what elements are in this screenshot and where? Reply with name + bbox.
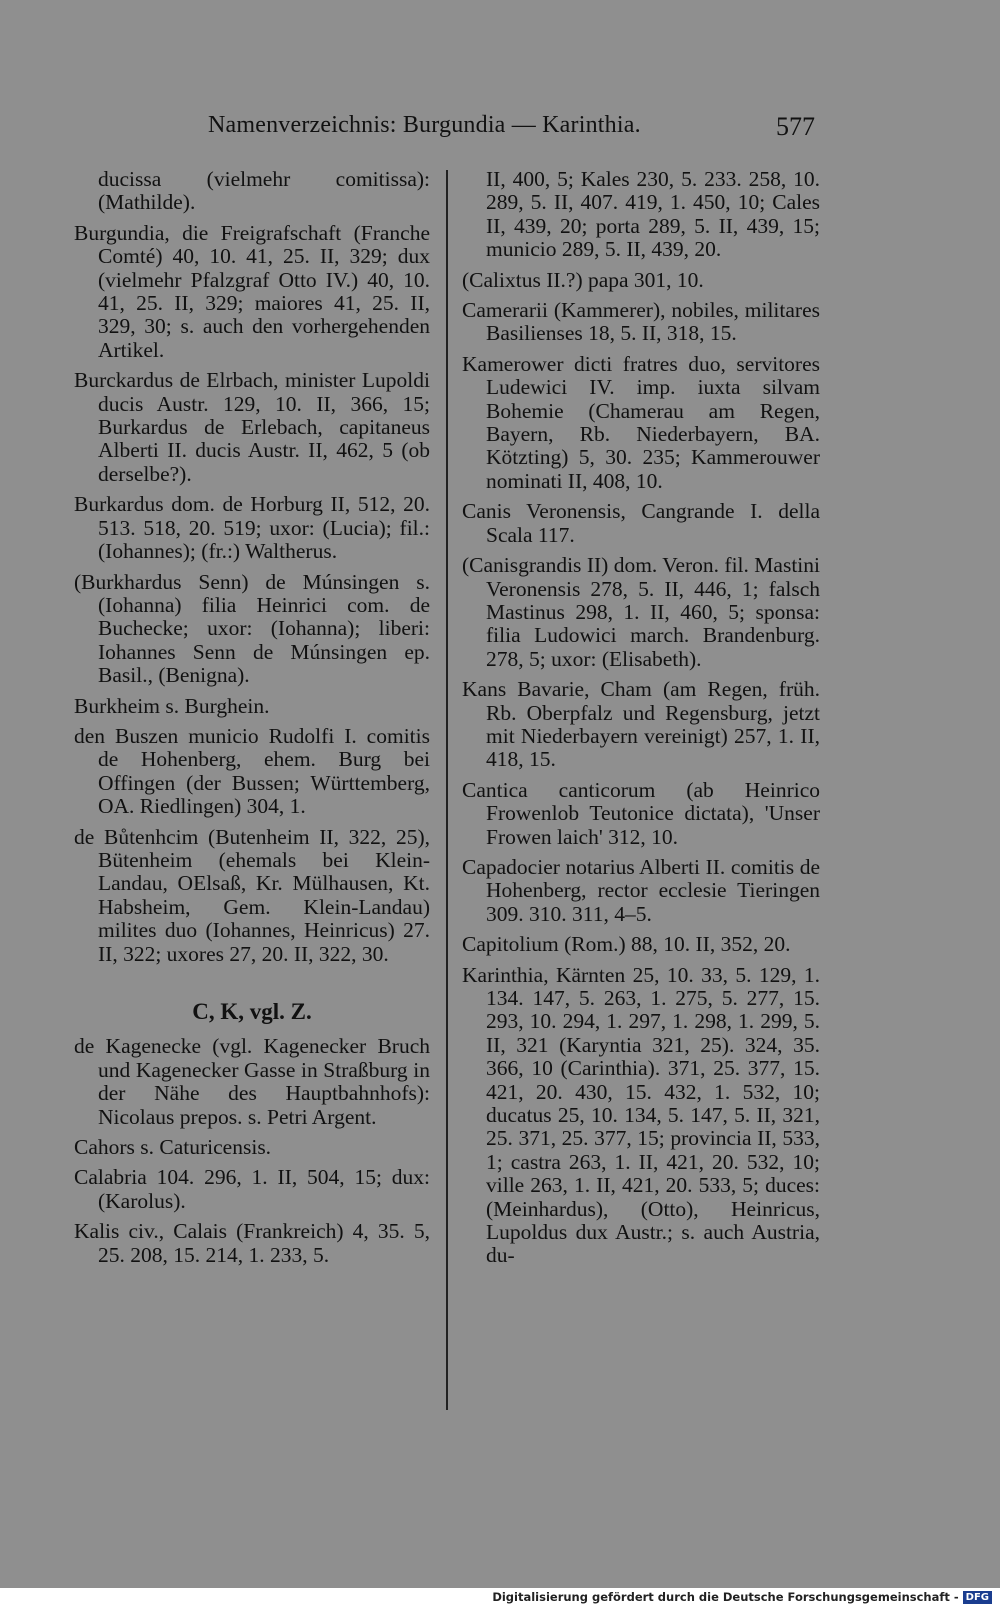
index-entry: Cantica canticorum (ab Heinrico Frowenlob Teutonice dictata), 'Unser Frowen laich' 312, 10. [462,777,820,849]
index-entry: Cahors s. Caturicensis. [74,1135,272,1160]
index-entry: Camerarii (Kammerer), nobiles, militares Basilienses 18, 5. II, 318, 15. [462,298,820,346]
left-column [74,168,430,1274]
footer-text: Digitalisierung gefördert durch die Deutsche Forschungsgemeinschaft - [492,1590,959,1604]
index-entry: de Bůtenhcim (Butenheim II, 322, 25), Bütenheim (ehemals bei Klein-Landau, OElsaß, Kr. Mülhausen, Kt. Habsheim, Gem. Klein-Landau) milites duo (Iohannes, Heinricus) 27. II, 322; uxores 27, 20. II, 322, 30. [74,824,430,966]
dfg-logo: DFG [963,1591,992,1604]
index-entry: de Kagenecke (vgl. Kagenecker Bruch und Kagenecker Gasse in Straßburg in der Nähe des Hauptbahnhofs): Nicolaus prepos. s. Petri Argent. [74,1034,430,1129]
index-entry: Calabria 104. 296, 1. II, 504, 15; dux: (Karolus). [74,1165,430,1213]
index-entry: Burkheim s. Burghein. [74,693,270,718]
index-entry: (Canisgrandis II) dom. Veron. fil. Mastini Veronensis 278, 5. II, 446, 1; falsch Mastinus 298, 1. II, 460, 5; sponsa: filia Ludowici march. Brandenburg. 278, 5; uxor: (Elisabeth). [462,553,820,671]
index-entry: Kans Bavarie, Cham (am Regen, früh. Rb. Oberpfalz und Regensburg, jetzt mit Niederbayern vereinigt) 257, 1. II, 418, 15. [462,677,820,772]
index-entry: Burckardus de Elrbach, minister Lupoldi ducis Austr. 129, 10. II, 366, 15; Burkardus de Erlebach, capitaneus Alberti II. ducis Austr. II, 462, 5 (ob derselbe?). [74,368,430,486]
index-entry: Burkardus dom. de Horburg II, 512, 20. 513. 518, 20. 519; uxor: (Lucia); fil.: (Iohannes); (fr.:) Waltherus. [74,492,430,564]
header-title: Namenverzeichnis: Burgundia — Karinthia. [208,112,641,138]
column-divider [446,170,448,1410]
index-entry: Capadocier notarius Alberti II. comitis de Hohenberg, rector ecclesie Tieringen 309. 310. 311, 4–5. [462,854,820,926]
running-header [0,112,1000,152]
index-entry: (Burkhardus Senn) de Múnsingen s. (Iohanna) filia Heinrici com. de Buchecke; uxor: (Iohanna); liberi: Iohannes Senn de Múnsingen ep. Basil., (Benigna). [74,569,430,688]
right-column [462,168,820,1275]
index-entry: Capitolium (Rom.) 88, 10. II, 352, 20. [462,932,791,957]
index-entry-continuation: II, 400, 5; Kales 230, 5. 233. 258, 10. 289, 5. II, 407. 419, 1. 450, 10; Cales II, 439, 20; porta 289, 5. II, 439, 15; municio 289, 5. II, 439, 20. [486,167,820,262]
section-heading: C, K, vgl. Z. [192,999,312,1024]
index-entry: (Calixtus II.?) papa 301, 10. [462,267,704,292]
index-entry: Burgundia, die Freigrafschaft (Franche Comté) 40, 10. 41, 25. II, 329; dux (vielmehr Pfalzgraf Otto IV.) 40, 10. 41, 25. II, 329; maiores 41, 25. II, 329, 30; s. auch den vorhergehenden Artikel. [74,220,430,362]
index-entry: den Buszen municio Rudolfi I. comitis de Hohenberg, ehem. Burg bei Offingen (der Bussen; Württemberg, OA. Riedlingen) 304, 1. [74,723,430,819]
index-entry: Kalis civ., Calais (Frankreich) 4, 35. 5, 25. 208, 15. 214, 1. 233, 5. [74,1219,430,1267]
index-entry: Kamerower dicti fratres duo, servitores Ludewici IV. imp. iuxta silvam Bohemie (Chamerau am Regen, Bayern, Rb. Niederbayern, BA. Kötzting) 5, 30. 235; Kammerouwer nominati II, 408, 10. [462,351,820,493]
index-entry: Canis Veronensis, Cangrande I. della Scala 117. [462,499,820,547]
index-entry: Karinthia, Kärnten 25, 10. 33, 5. 129, 1. 134. 147, 5. 263, 1. 275, 5. 277, 15. 293, 10. 294, 1. 297, 1. 298, 1. 299, 5. II, 321 (Karyntia 321, 25). 324, 35. 366, 10 (Carinthia). 371, 25. 377, 15. 421, 20. 430, 15. 432, 1. 532, 10; ducatus 25, 10. 134, 5. 147, 5. II, 321, 25. 371, 25. 377, 15; provincia II, 533, 1; castra 263, 1. II, 421, 20. 532, 10; ville 263, 1. II, 421, 20. 533, 5; duces: (Meinhardus), (Otto), Heinricus, Lupoldus dux Austr.; s. auch Austria, du- [462,962,820,1268]
index-entry: ducissa (vielmehr comitissa): (Mathilde). [98,167,430,215]
digitization-footer [492,1590,992,1604]
page-number: 577 [776,112,815,141]
